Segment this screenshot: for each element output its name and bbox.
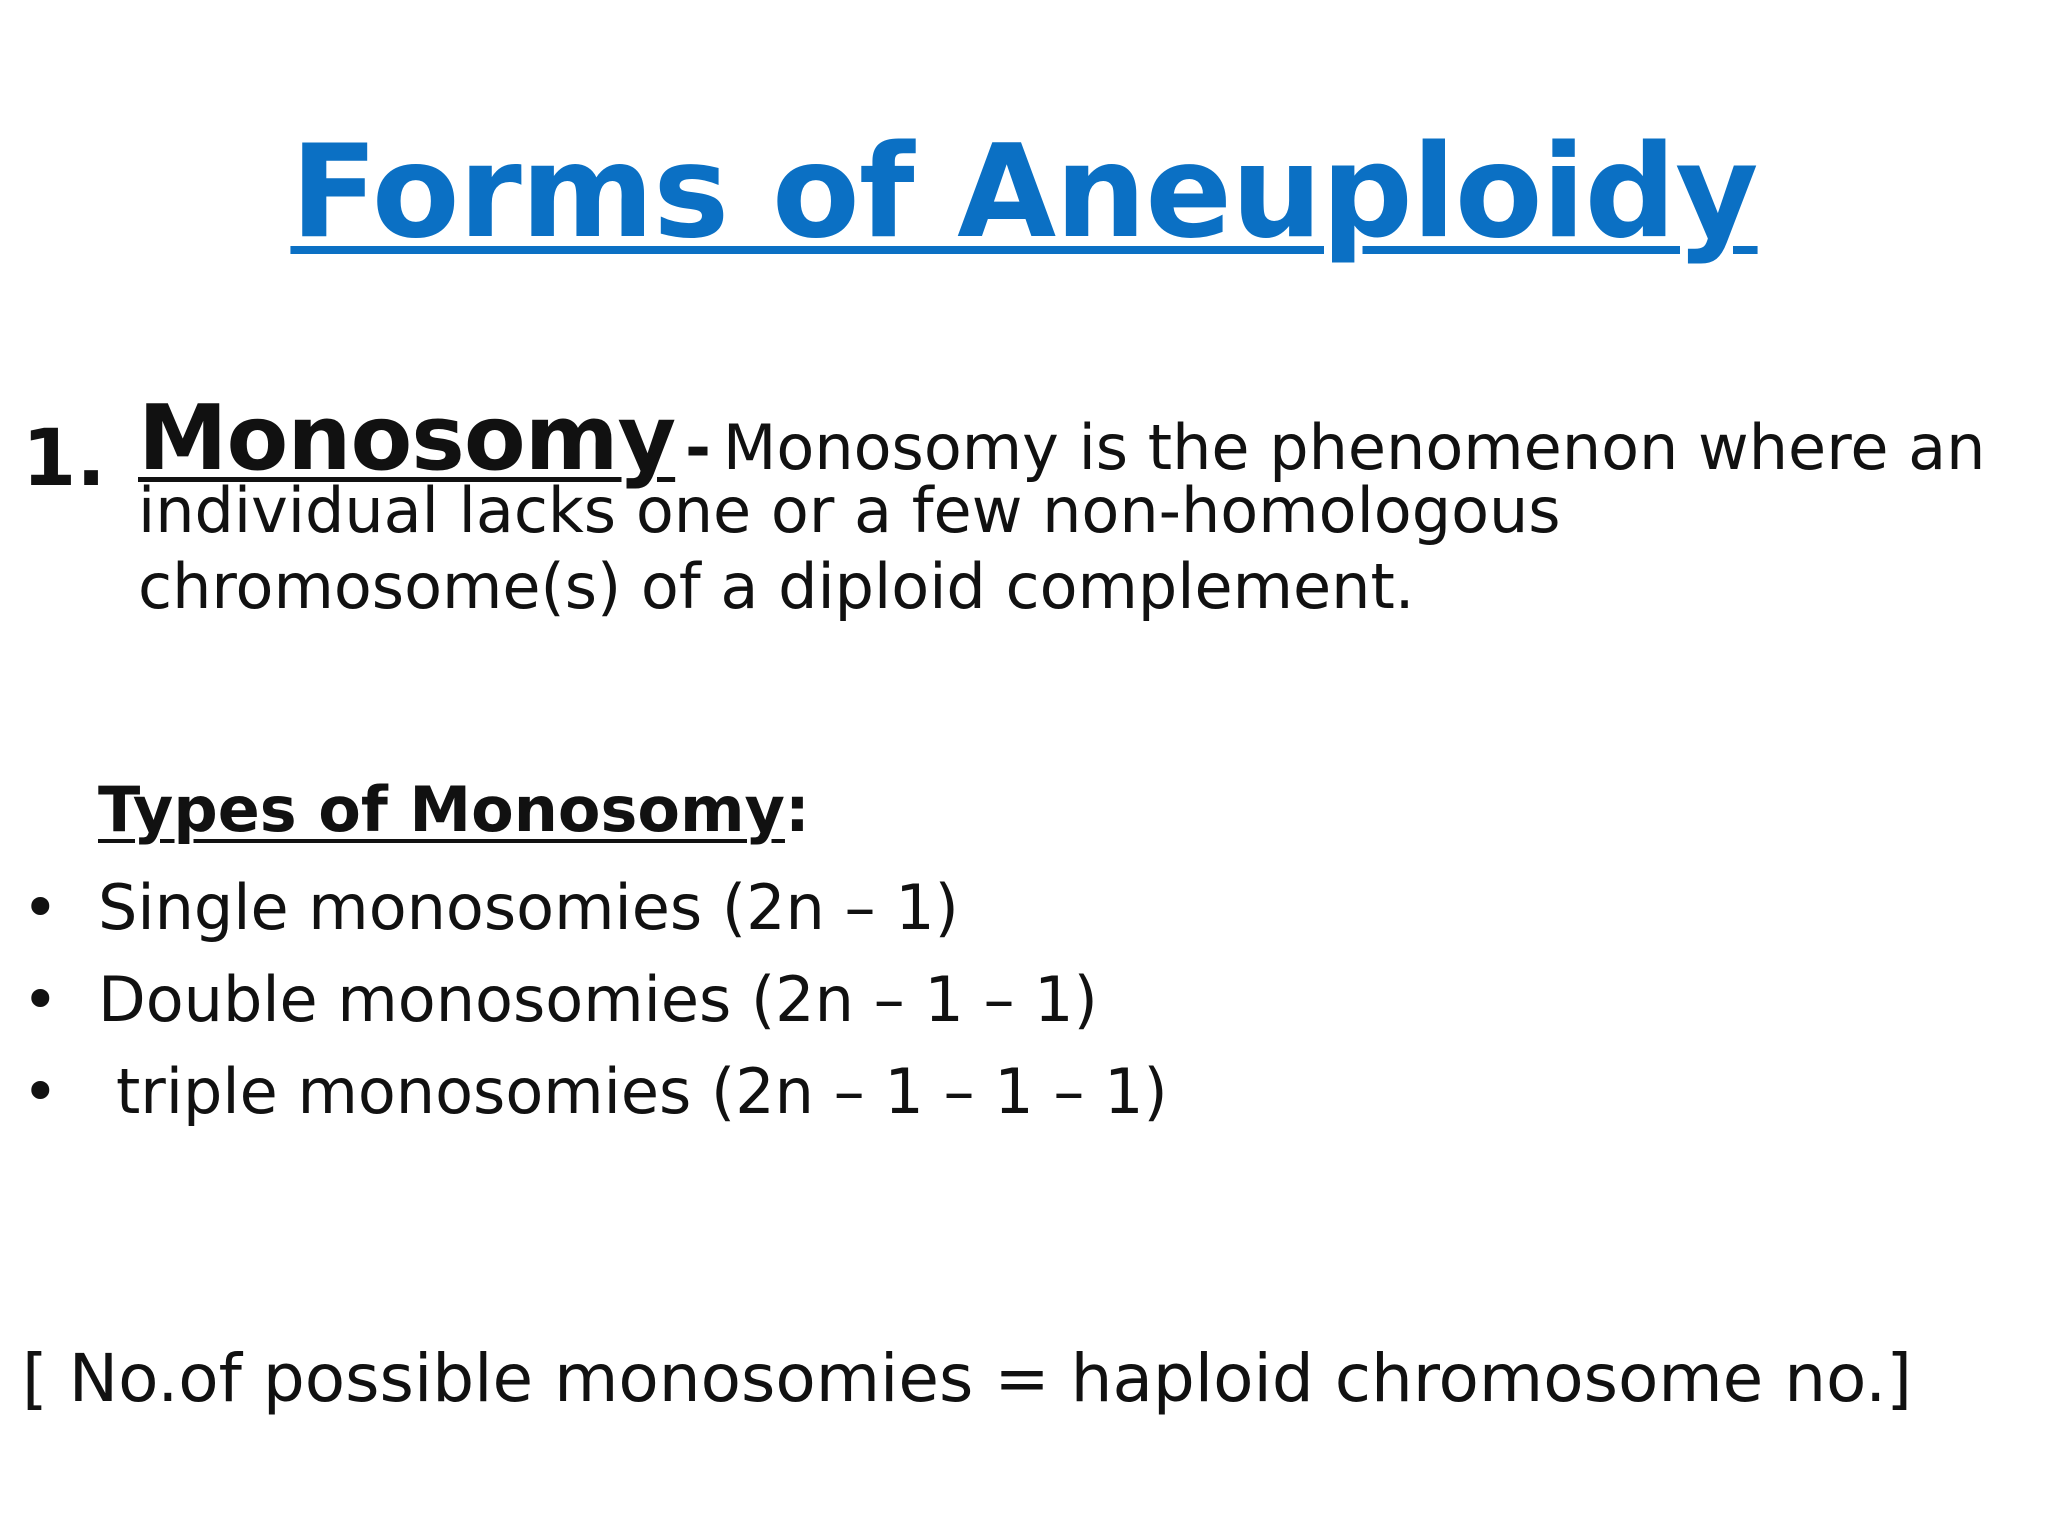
list-item-text: triple monosomies (2n – 1 – 1 – 1) — [116, 1055, 1168, 1128]
bullet-dot-icon: • — [22, 963, 59, 1036]
list-item — [22, 1046, 1168, 1138]
types-heading — [98, 770, 810, 850]
list-item-text: Single monosomies (2n – 1) — [98, 871, 959, 944]
types-heading-text: Types of Monosomy — [98, 773, 785, 846]
item-definition-continuation: individual lacks one or a few non-homologous chromosome(s) of a diploid complement. — [138, 474, 1561, 623]
types-bullet-list — [22, 862, 1168, 1138]
list-item — [22, 862, 1168, 954]
bracket-note: [ No.of possible monosomies = haploid chromosome no.] — [22, 1340, 1912, 1417]
bullet-dot-icon: • — [22, 1055, 59, 1128]
bullet-dot-icon: • — [22, 871, 59, 944]
item-number: 1. — [22, 414, 106, 504]
types-heading-colon: : — [784, 773, 810, 846]
slide-title — [0, 118, 2048, 268]
list-item-text: Double monosomies (2n – 1 – 1) — [98, 963, 1098, 1036]
item-term: Monosomy — [138, 386, 676, 491]
item-body — [138, 386, 2008, 625]
list-item — [22, 954, 1168, 1046]
slide-title-text: Forms of Aneuploidy — [290, 118, 1758, 267]
item-separator: - — [685, 411, 711, 484]
item-definition-first-line: Monosomy is the phenomenon where an — [722, 411, 1986, 484]
